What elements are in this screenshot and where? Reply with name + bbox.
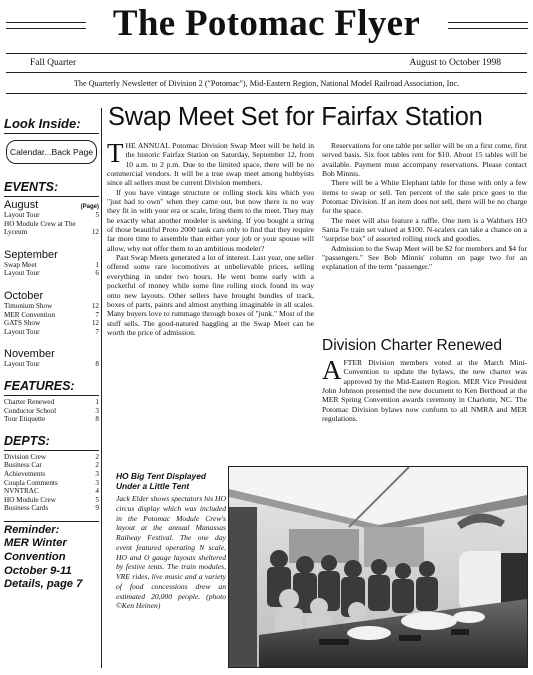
photo-caption-title: HO Big Tent Displayed Under a Little Tent bbox=[116, 471, 206, 491]
calendar-callout[interactable]: Calendar...Back Page bbox=[6, 140, 97, 164]
features-heading: FEATURES: bbox=[4, 378, 75, 393]
sidebar-divider bbox=[101, 108, 102, 668]
feature-item[interactable]: Conductor School 3 bbox=[4, 406, 99, 415]
sidebar-rule bbox=[4, 450, 99, 451]
event-item[interactable]: GATS Show 12 bbox=[4, 319, 99, 328]
event-item[interactable]: MER Convention 7 bbox=[4, 310, 99, 319]
article-column-1: THE ANNUAL Potomac Division Swap Meet will be held in the historic Fairfax Station on Saturday, September 12, from 10 a.m. to 2 p.m. Due to the limited space, there will be no commercial vendors. It will be a true swap meet among hobbyists since all sellers must be current Division members. If you have vintage structure or rolling stock kits which you "just had to own" when they came out, but now there is no way they fit in with your era or scale, bring them to the meet. They may be exactly what another modeler is seeking. If you bought a string of those beautiful Proto 2000 tank cars only to find that they require far more time to assemble than either your job or your spouse will allow, why not offer them to an ambitious modeler? Past Swap Meets generated a lot of interest. Last year, one seller offered some rare locomotives at unbelievable prices, selling everything in under two hours. He went home early with a pocketful of money while some fine rolling stock found its way onto new layouts. Other sellers have brought bundles of track, boxes of parts, paints and almost anything imaginable in all scales. Many buyers love to rummage through boxes of "junk." Most of the stuff sells. The good-natured haggling at the Swap Meet can be worth the price of admission. bbox=[107, 138, 314, 337]
month-heading: November bbox=[4, 348, 55, 361]
dept-item[interactable]: NVNTRAC 4 bbox=[4, 487, 99, 496]
title-rule-right bbox=[448, 22, 528, 29]
dept-item[interactable]: HO Module Crew 5 bbox=[4, 495, 99, 504]
article-column-2: Reservations for one table per seller will be on a first come, first served basis. Six foot tables rent for $10. About 15 tables will be available. Payment must accompany reservations. Please contact Bob Minnis. There will be a White Elephant table for those with only a few items to swap or sell. Ten percent of the sale price goes to the Potomac Division. If an item does not sell, there will be no charge for the space. The meet will also feature a raffle. One item is a Walthers HO Santa Fe train set valued at $100. N-scalers can take a chance on a "surprise box" of assorted rolling stock and goodies. Admission to the Swap Meet will be $2 for members and $4 for "passengers." See Bob Minnis' column on page two for an explanation of the term "passenger." bbox=[322, 141, 527, 272]
sidebar-rule bbox=[4, 196, 99, 197]
sidebar-rule bbox=[4, 133, 99, 134]
photo-caption: Jack Elder shows spectators his HO circus display which was included in the Potomac Module Crew's layout at the annual Manassas Railway Festival. The one day event featured operating N scale, HO and O gauge layouts sheltered by festive tents. The train modules, VRE rides, live music and a variety of food concessions drew an estimated 20,000 people. (photo ©Ken Heinen) bbox=[116, 494, 226, 611]
sidebar-rule bbox=[4, 395, 99, 396]
dept-item[interactable]: Division Crew 2 bbox=[4, 452, 99, 461]
tagline-rule-top bbox=[6, 72, 527, 73]
reminder-box: Reminder: MER Winter Convention October 9-11 Details, page 7 bbox=[4, 523, 83, 591]
event-item[interactable]: Layout Tour 7 bbox=[4, 327, 99, 336]
dept-item[interactable]: Business Car 2 bbox=[4, 461, 99, 470]
article-headline: Swap Meet Set for Fairfax Station bbox=[108, 103, 483, 131]
dept-item[interactable]: Coupla Comments 3 bbox=[4, 478, 99, 487]
dept-item[interactable]: Business Cards 9 bbox=[4, 504, 99, 513]
sidebar bbox=[0, 100, 103, 675]
feature-item[interactable]: Tour Etiquette 8 bbox=[4, 415, 99, 424]
event-item[interactable]: HO Module Crew at The Lyceum 12 bbox=[4, 219, 99, 237]
issue-dates: August to October 1998 bbox=[409, 58, 501, 68]
month-heading: October bbox=[4, 289, 44, 302]
event-item[interactable]: Swap Meet 1 bbox=[4, 260, 99, 269]
month-name: August bbox=[4, 199, 39, 211]
feature-item[interactable]: Charter Renewed 1 bbox=[4, 397, 99, 406]
header-divider bbox=[6, 53, 527, 54]
look-inside-heading: Look Inside: bbox=[4, 116, 81, 131]
sidebar-rule bbox=[4, 521, 99, 522]
masthead bbox=[0, 0, 533, 100]
depts-heading: DEPTS: bbox=[4, 433, 50, 448]
drop-cap: T bbox=[107, 138, 124, 168]
tagline-rule-bottom bbox=[6, 93, 527, 94]
newsletter-title: The Potomac Flyer bbox=[112, 3, 421, 44]
charter-headline: Division Charter Renewed bbox=[322, 337, 503, 354]
issue-label: Fall Quarter bbox=[30, 58, 77, 68]
page-column-label: (Page) bbox=[80, 204, 99, 210]
dept-item[interactable]: Achievements 3 bbox=[4, 469, 99, 478]
event-item[interactable]: Layout Tour 5 bbox=[4, 211, 99, 219]
charter-article: AFTER Division members voted at the March Mini-Convention to update the bylaws, the new charter was approved by the Mid-Eastern Region. MER Vice President John Johnson presented the new document to Ken Berthoud at the MER Spring Convention awards ceremony in Charlotte, NC. The Potomac Division bylaws now conform to all NMRA and MER regulations. bbox=[322, 355, 527, 424]
festival-photo bbox=[228, 466, 528, 668]
drop-cap: A bbox=[322, 355, 342, 385]
month-heading bbox=[0, 199, 103, 211]
event-item[interactable]: Timonium Show 12 bbox=[4, 301, 99, 310]
month-heading: September bbox=[4, 248, 58, 261]
tagline: The Quarterly Newsletter of Division 2 ("Potomac"), Mid-Eastern Region, National Model Railroad Association, Inc. bbox=[73, 79, 460, 88]
festival-photo-image bbox=[229, 467, 527, 667]
event-item[interactable]: Layout Tour 8 bbox=[4, 360, 99, 369]
event-item[interactable]: Layout Tour 6 bbox=[4, 269, 99, 278]
events-heading: EVENTS: bbox=[4, 180, 59, 194]
